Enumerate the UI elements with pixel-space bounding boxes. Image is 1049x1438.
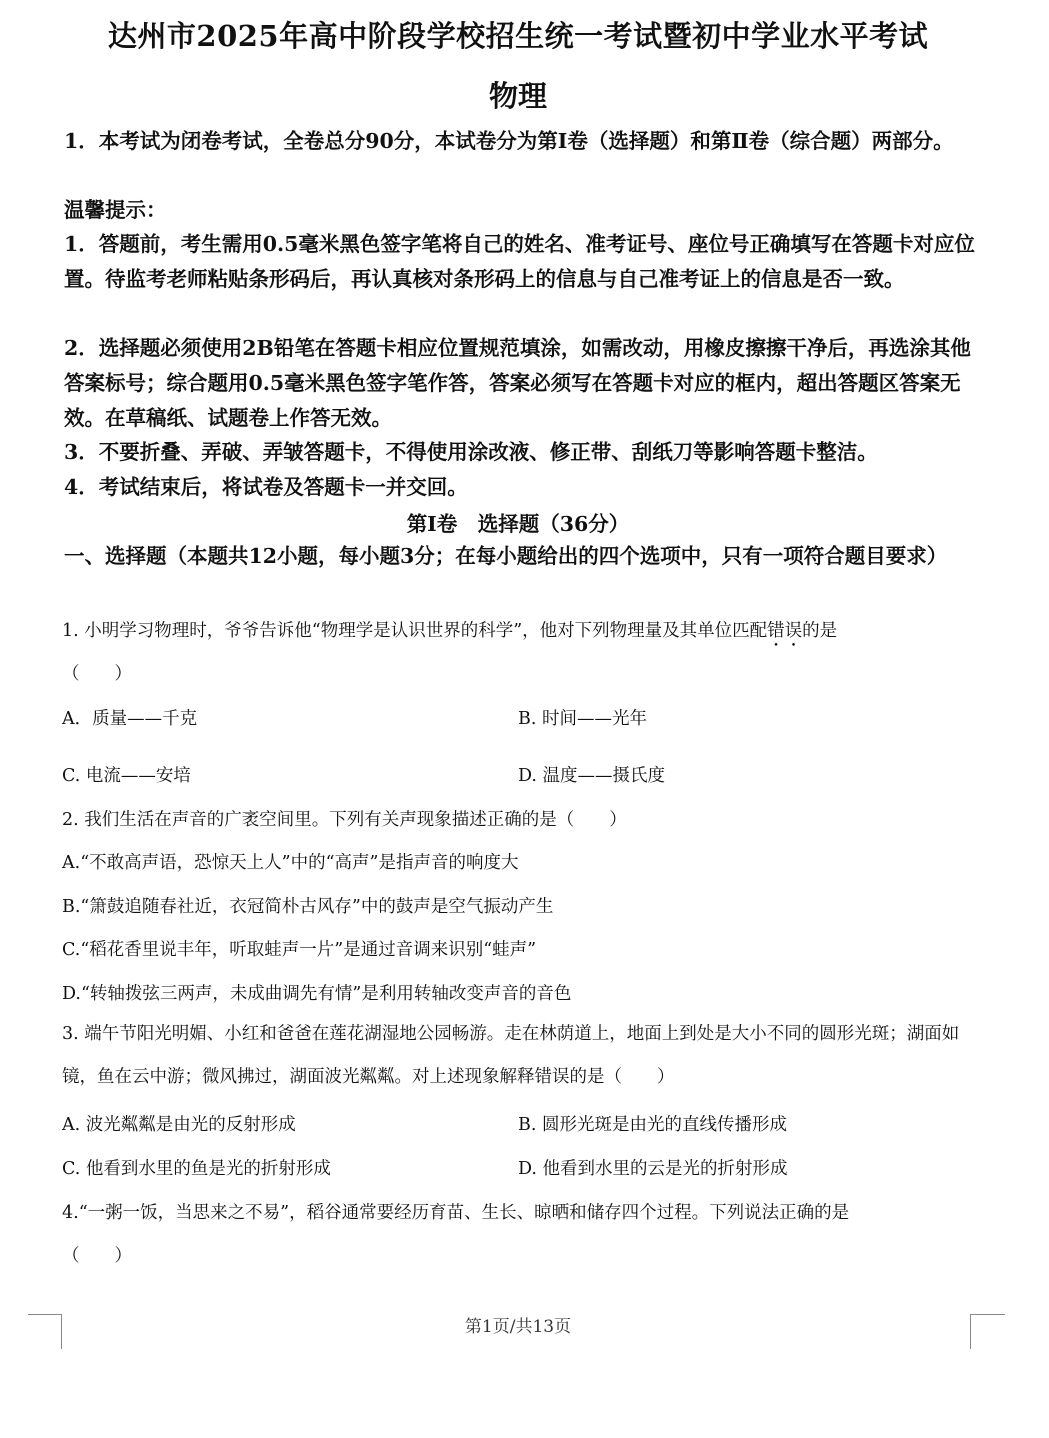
question-3-option-b: B. 圆形光斑是由光的直线传播形成 (518, 1115, 787, 1135)
question-1-stem-text: 1. 小明学习物理时，爷爷告诉他“物理学是认识世界的科学”，他对下列物理量及其单位匹配 (62, 621, 768, 641)
page-number: 第1页/共13页 (464, 1317, 572, 1337)
tip-2: 2．选择题必须使用2B铅笔在答题卡相应位置规范填涂，如需改动，用橡皮擦擦干净后，再选涂其他答案标号；综合题用0.5毫米黑色签字笔作答，答案必须写在答题卡对应的框内，超出答题区答案无效。在草稿纸、试题卷上作答无效。 (64, 336, 971, 430)
intro-note: 1．本考试为闭卷考试，全卷总分90分，本试卷分为第Ⅰ卷（选择题）和第Ⅱ卷（综合题）两部分。 (64, 129, 954, 153)
question-3-option-c: C. 他看到水里的鱼是光的折射形成 (62, 1159, 331, 1179)
question-1-option-c: C. 电流——安培 (62, 766, 191, 786)
question-1-emphasis: 错误 (767, 621, 803, 641)
question-1-stem (62, 617, 837, 651)
tip-heading: 温馨提示： (64, 198, 167, 222)
question-2-option-a: A.“不敢高声语，恐惊天上人”中的“高声”是指声音的响度大 (62, 853, 519, 873)
question-2-option-b: B.“箫鼓追随春社近，衣冠简朴古风存”中的鼓声是空气振动产生 (62, 897, 554, 917)
question-1-paren: （ ） (62, 664, 132, 684)
question-1-stem-end: 的是 (802, 621, 838, 641)
question-3-option-a: A. 波光粼粼是由光的反射形成 (62, 1115, 296, 1135)
exam-title: 达州市2025年高中阶段学校招生统一考试暨初中学业水平考试 (107, 19, 929, 53)
question-2-option-d: D.“转轴拨弦三两声，未成曲调先有情”是利用转轴改变声音的音色 (62, 984, 572, 1004)
question-2-option-c: C.“稻花香里说丰年，听取蛙声一片”是通过音调来识别“蛙声” (62, 940, 537, 960)
tip-1: 1．答题前，考生需用0.5毫米黑色签字笔将自己的姓名、准考证号、座位号正确填写在答题卡对应位置。待监考老师粘贴条形码后，再认真核对条形码上的信息与自己准考证上的信息是否一致。 (64, 232, 975, 291)
subject-title: 物理 (488, 79, 547, 113)
question-2-stem: 2. 我们生活在声音的广袤空间里。下列有关声现象描述正确的是（ ） (62, 810, 627, 830)
question-3-stem: 3. 端午节阳光明媚、小红和爸爸在莲花湖湿地公园畅游。走在林荫道上，地面上到处是大小不同的圆形光斑；湖面如镜，鱼在云中游；微风拂过，湖面波光粼粼。对上述现象解释错误的是（ ） (62, 1024, 960, 1087)
section1-heading: 一、选择题（本题共12小题，每小题3分；在每小题给出的四个选项中，只有一项符合题目要求） (64, 544, 948, 568)
question-1-option-a: A．质量——千克 (62, 709, 198, 729)
question-4-paren: （ ） (62, 1246, 132, 1266)
part1-title: 第Ⅰ卷 选择题（36分） (406, 512, 630, 536)
tip-4: 4．考试结束后，将试卷及答题卡一并交回。 (64, 475, 468, 499)
question-1-option-b: B. 时间——光年 (518, 709, 647, 729)
tip-3: 3．不要折叠、弄破、弄皱答题卡，不得使用涂改液、修正带、刮纸刀等影响答题卡整洁。 (64, 440, 878, 464)
question-3-option-d: D. 他看到水里的云是光的折射形成 (518, 1159, 788, 1179)
question-4-stem: 4.“一粥一饭，当思来之不易”，稻谷通常要经历育苗、生长、晾晒和储存四个过程。下列说法正确的是 (62, 1203, 850, 1223)
question-1-option-d: D. 温度——摄氏度 (518, 766, 666, 786)
